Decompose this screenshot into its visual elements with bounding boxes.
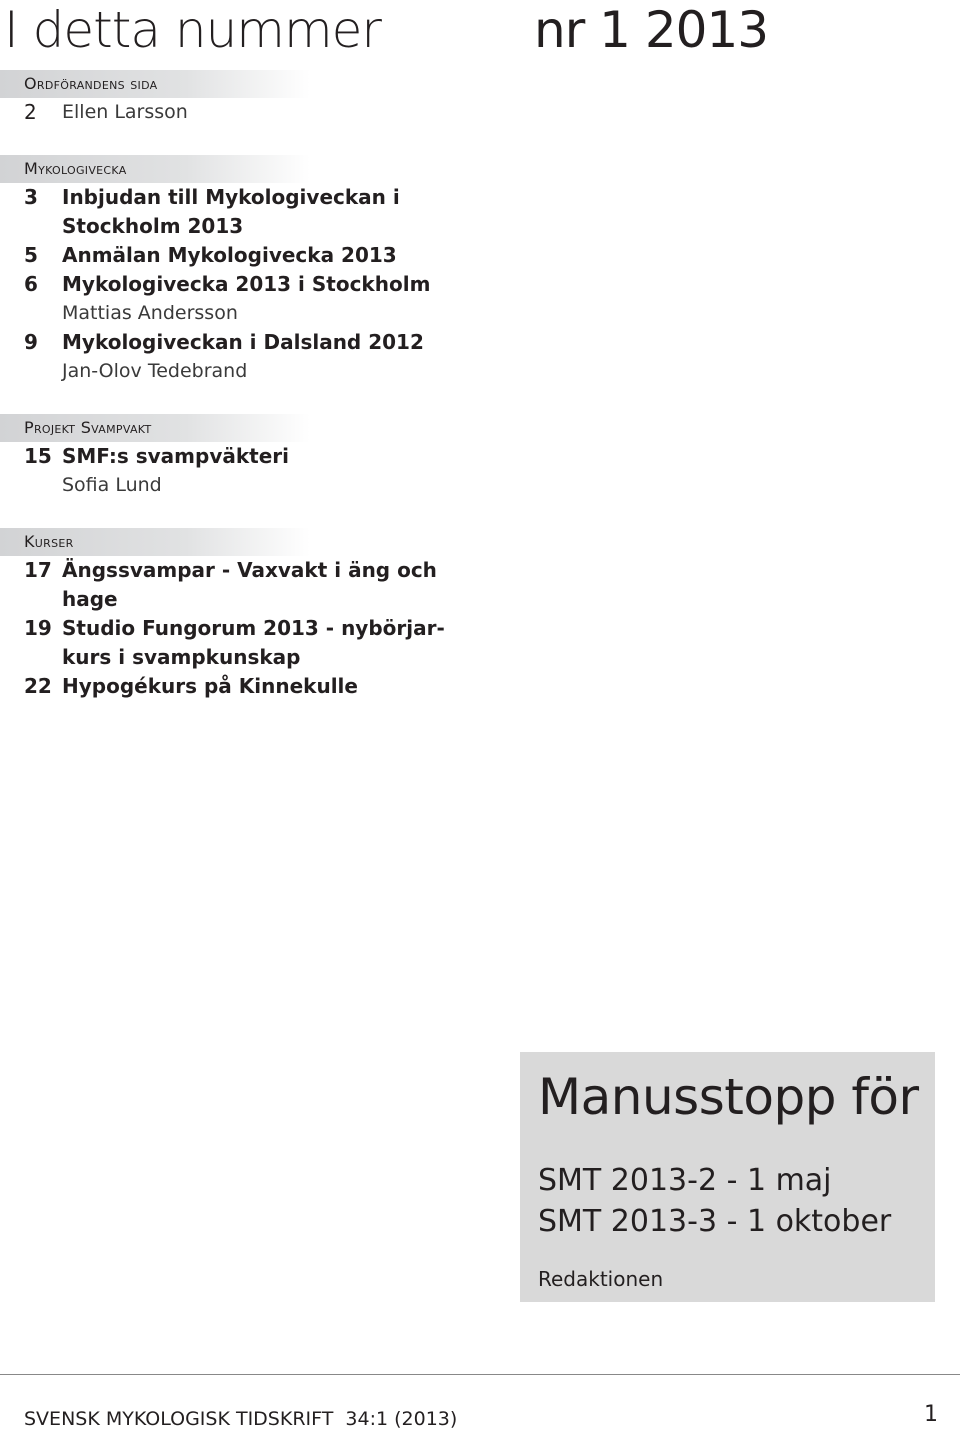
toc-entry [0,328,470,386]
deadline-title: Manusstopp för [538,1068,919,1126]
page-number-label: 6 [24,272,38,296]
toc-entry [0,183,470,241]
deadline-line: SMT 2013-3 - 1 oktober [538,1204,892,1239]
page-number-label: 9 [24,330,38,354]
entry-text [62,98,470,127]
page-number-label: 5 [24,243,38,267]
page-number-label: 3 [24,185,38,209]
toc-section [0,70,470,127]
section-heading: Projekt Svampvakt [0,414,310,442]
entry-text [62,614,470,672]
entry-author: Sofia Lund [62,474,162,496]
entry-title: Studio Fungorum 2013 - nybörjar-kurs i svampkunskap [62,616,445,669]
footer-journal [24,1406,457,1432]
page-number-label: 15 [24,444,52,468]
toc-entry [0,270,470,328]
table-of-contents [0,70,470,729]
entry-text [62,241,470,270]
page-number-label: 2 [24,100,37,124]
page-number-label: 22 [24,674,52,698]
deadline-box [520,1052,935,1302]
toc-section [0,155,470,386]
journal-name: SVENSK MYKOLOGISK TIDSKRIFT [24,1408,334,1430]
entry-title: Ellen Larsson [62,101,188,123]
deadline-line: SMT 2013-2 - 1 maj [538,1163,832,1198]
page-title: I detta nummer [4,1,381,59]
entry-title: SMF:s svampväkteri [62,444,290,468]
section-heading: Mykologivecka [0,155,310,183]
page-number-label: 17 [24,558,52,582]
entry-title: Ängssvampar - Vaxvakt i äng och hage [62,558,437,611]
toc-entry [0,98,470,127]
entry-text [62,442,470,500]
toc-entry [0,672,470,701]
entry-author: Mattias Andersson [62,302,238,324]
journal-volume: 34:1 (2013) [345,1408,458,1430]
deadline-signature: Redaktionen [538,1267,664,1291]
footer-rule [0,1374,960,1375]
toc-entry [0,241,470,270]
toc-entry [0,556,470,614]
entry-title: Mykologiveckan i Dalsland 2012 [62,330,424,354]
page-number-label: 19 [24,616,52,640]
entry-title: Inbjudan till Mykologiveckan i Stockholm 2013 [62,185,400,238]
toc-entry [0,442,470,500]
entry-title: Hypogékurs på Kinnekulle [62,674,358,698]
entry-title: Anmälan Mykologivecka 2013 [62,243,397,267]
toc-section [0,528,470,701]
section-heading: Kurser [0,528,310,556]
entry-text [62,672,470,701]
entry-author: Jan-Olov Tedebrand [62,360,248,382]
entry-text [62,328,470,386]
entry-text [62,556,470,614]
section-heading: Ordförandens sida [0,70,310,98]
page-number: 1 [924,1402,938,1427]
entry-title: Mykologivecka 2013 i Stockholm [62,272,431,296]
issue-number: nr 1 2013 [534,1,769,59]
entry-text [62,183,470,241]
toc-entry [0,614,470,672]
entry-text [62,270,470,328]
toc-section [0,414,470,500]
